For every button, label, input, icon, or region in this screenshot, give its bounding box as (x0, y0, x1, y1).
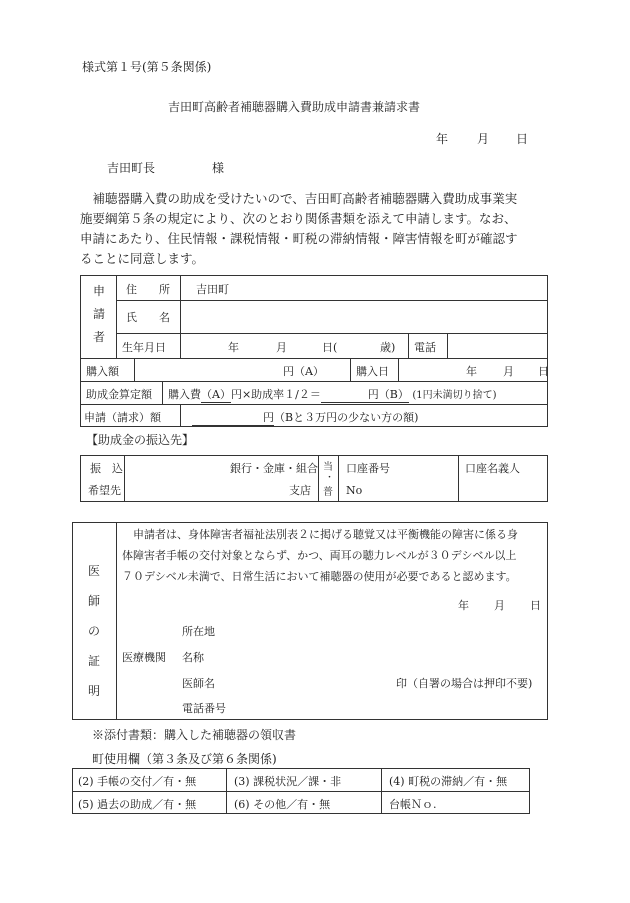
seal-note: 印（自署の場合は押印不要) (396, 677, 533, 690)
doctor-side-char: 証 (88, 654, 101, 668)
page-title: 吉田町高齢者補聴器購入費助成申請書兼請求書 (168, 100, 421, 114)
date-month: 月 (477, 132, 490, 146)
purchase-date-month: 月 (503, 365, 514, 378)
bank-heading: 【助成金の振込先】 (86, 433, 195, 447)
request-amount (192, 409, 418, 426)
purchase-date-year: 年 (466, 365, 477, 378)
bank-branch[interactable]: 支店 (289, 484, 311, 497)
toufutsu-dot: ・ (325, 473, 335, 483)
office-use-heading: 町使用欄（第３条及び第６条関係) (92, 752, 277, 766)
doctor-date-day: 日 (530, 599, 541, 612)
addressee-name: 吉田町長 (107, 161, 156, 175)
request-note: （Bと３万円の少ない方の額) (274, 411, 419, 424)
institution-name-label: 名称 (182, 651, 204, 664)
applicant-side-char: 申 (93, 284, 106, 298)
phone-label: 電話 (414, 341, 436, 354)
calc-a: （A） (201, 388, 231, 401)
doctor-name-label: 医師名 (182, 677, 215, 690)
birth-month: 月 (276, 341, 287, 354)
form-number: 様式第１号(第５条関係) (82, 60, 212, 74)
institution-address-label: 所在地 (182, 625, 215, 638)
calc-prefix: 購入費 (168, 388, 201, 401)
doctor-side-char: の (88, 624, 101, 638)
attachment-note: ※添付書類：購入した補聴器の領収書 (92, 728, 297, 742)
institution-phone-label: 電話番号 (182, 702, 226, 715)
address-label: 住 所 (126, 283, 170, 296)
name-label: 氏 名 (126, 311, 170, 324)
birth-label: 生年月日 (122, 341, 166, 354)
date-year: 年 (436, 132, 449, 146)
purchase-date-label: 購入日 (356, 365, 389, 378)
office-cell[interactable]: 台帳Ｎｏ. (389, 798, 437, 811)
purchase-amount-unit: 円（A） (283, 365, 324, 378)
intro-line: 補聴器購入費の助成を受けたいので、吉田町高齢者補聴器購入費助成事業実 (80, 191, 518, 206)
applicant-side-char: 請 (93, 307, 106, 321)
purchase-amount-label: 購入額 (86, 365, 119, 378)
doctor-side-char: 医 (88, 564, 101, 578)
date-day: 日 (516, 132, 529, 146)
office-cell[interactable]: (4) 町税の滞納／有・無 (389, 775, 508, 788)
calc-note: (1円未満切り捨て) (412, 390, 497, 401)
intro-paragraph (80, 189, 550, 269)
birth-age: 歳) (380, 341, 396, 354)
statement-line: ７０デシベル未満で、日常生活において補聴器の使用が必要であると認めます。 (122, 570, 517, 583)
calc-result[interactable]: 円（B） (321, 386, 409, 403)
birth-year: 年 (228, 341, 239, 354)
bank-label-line1: 振 込 (90, 462, 123, 475)
office-cell[interactable]: (6) その他／有・無 (234, 798, 331, 811)
statement-line: 申請者は、身体障害者福祉法別表２に掲げる聴覚又は平衡機能の障害に係る身 (122, 528, 518, 541)
office-cell[interactable]: (3) 課税状況／課・非 (234, 775, 342, 788)
calc-label: 助成金算定額 (86, 388, 152, 401)
request-yen[interactable]: 円 (192, 409, 274, 426)
doctor-statement (122, 524, 547, 587)
addressee-honorific: 様 (212, 161, 225, 175)
doctor-side-char: 明 (88, 684, 101, 698)
birth-day: 日( (322, 341, 338, 354)
bank-label-line2: 希望先 (88, 484, 121, 497)
toufutsu-char: 普 (323, 487, 333, 498)
intro-line: 施要綱第５条の規定により、次のとおり関係書類を添えて申請します。なお、 (80, 211, 517, 226)
bank-types[interactable]: 銀行・金庫・組合 (230, 462, 318, 475)
office-cell[interactable]: (2) 手帳の交付／有・無 (78, 775, 197, 788)
institution-label: 医療機関 (122, 651, 166, 664)
request-label: 申請（請求）額 (84, 411, 161, 424)
applicant-side-char: 者 (93, 330, 106, 344)
account-no[interactable]: No (346, 484, 363, 497)
intro-line: ることに同意します。 (80, 251, 205, 266)
office-cell[interactable]: (5) 過去の助成／有・無 (78, 798, 197, 811)
toufutsu-char: 当 (323, 462, 333, 473)
calc-mid: 円×助成率１/２＝ (230, 388, 321, 401)
doctor-date-month: 月 (494, 599, 505, 612)
intro-line: 申請にあたり、住民情報・課税情報・町税の滞納情報・障害情報を町が確認す (80, 231, 518, 246)
purchase-date-day: 日 (538, 365, 549, 378)
address-value[interactable]: 吉田町 (196, 283, 229, 296)
account-number-label: 口座番号 (346, 462, 390, 475)
doctor-side-char: 師 (88, 594, 101, 608)
doctor-date-year: 年 (458, 599, 469, 612)
statement-line: 体障害者手帳の交付対象とならず、かつ、両耳の聴力レベルが３０デシベル以上 (122, 549, 517, 562)
calc-formula (168, 386, 497, 403)
account-holder-label: 口座名義人 (465, 462, 520, 475)
